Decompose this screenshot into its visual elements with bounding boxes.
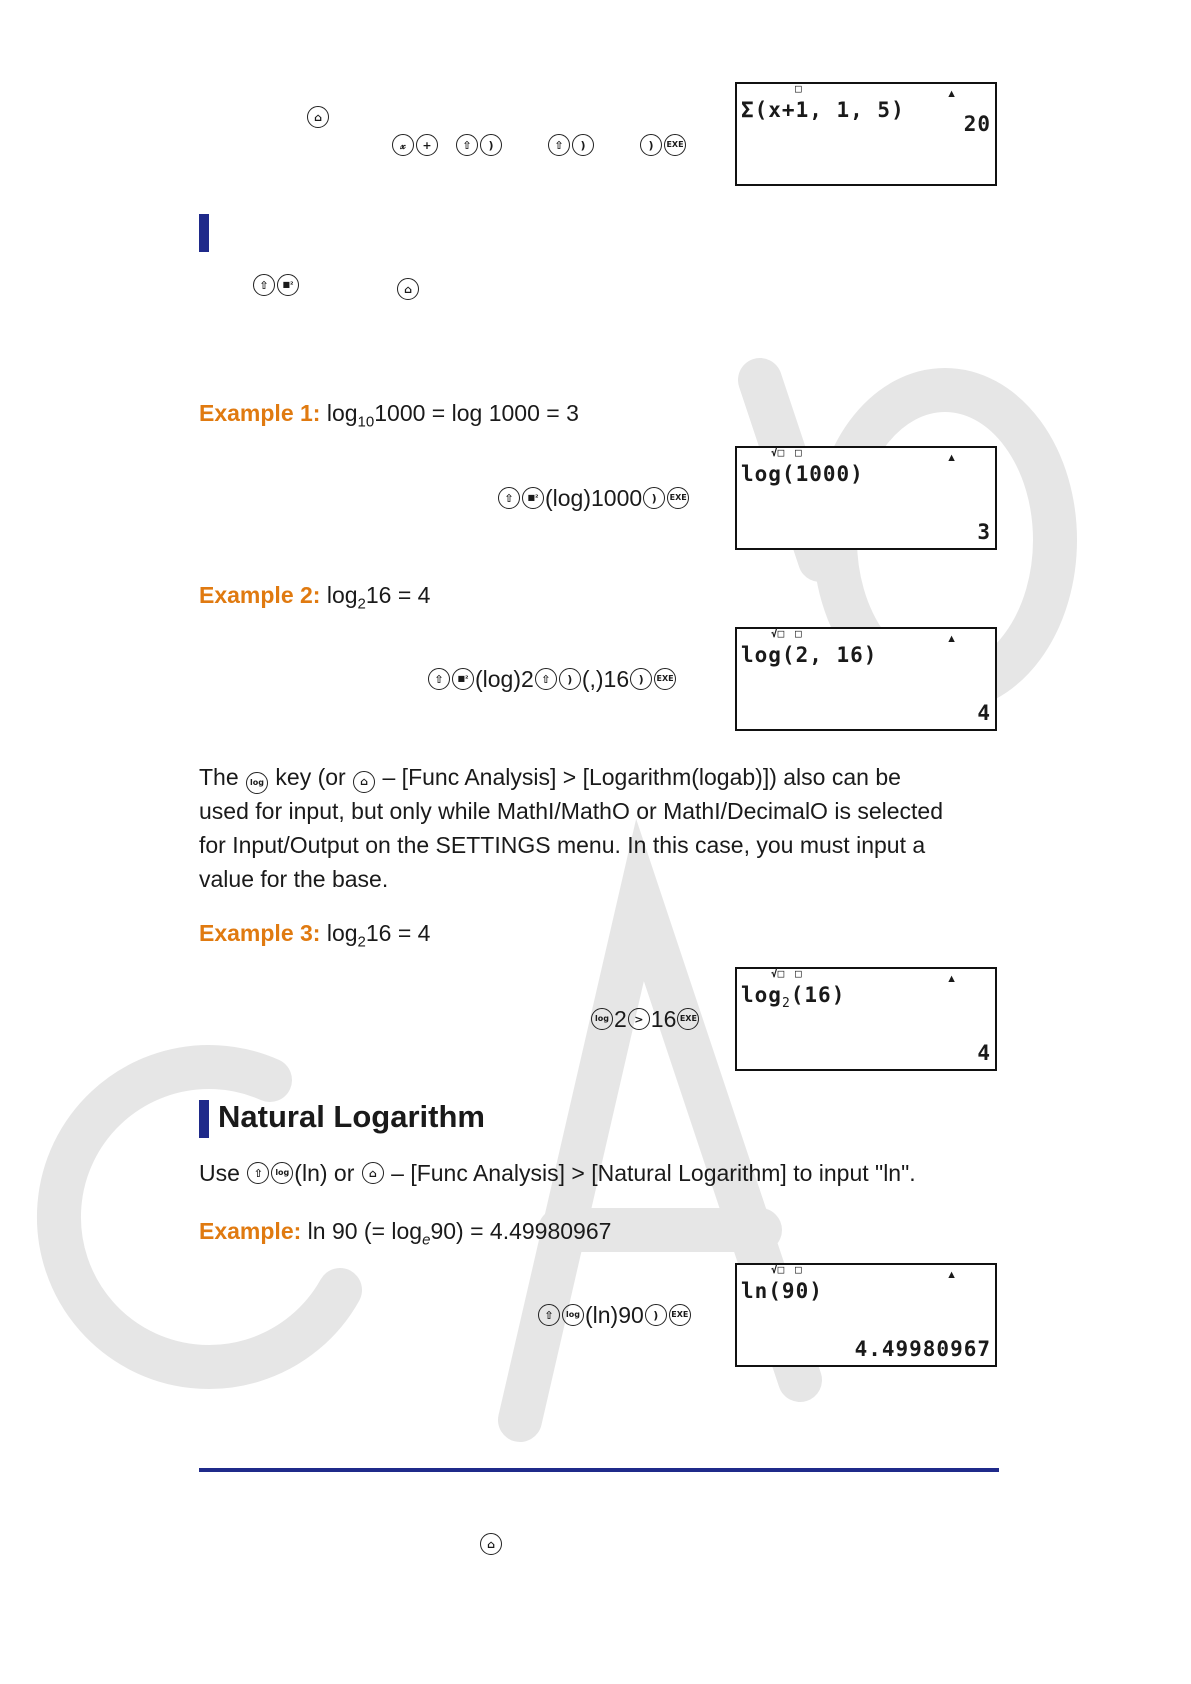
screen-result: 3 [977, 520, 991, 544]
right-paren-key-icon: ) [645, 1304, 667, 1326]
shift-key-icon: ⇧ [535, 668, 557, 690]
shift-key-icon: ⇧ [247, 1162, 269, 1184]
exe-key-icon: EXE [669, 1304, 691, 1326]
x-key-icon: 𝓍 [392, 134, 414, 156]
shift-key-icon: ⇧ [548, 134, 570, 156]
indicator-box: □ [795, 82, 802, 95]
screen-result: 4 [977, 1041, 991, 1065]
right-paren-key-icon: ) [559, 668, 581, 690]
right-paren-key-icon: ) [643, 487, 665, 509]
screen-result: 20 [963, 112, 991, 136]
example-1-line: Example 1: $\log_{10}1000 = \log 1000 = 3$ [199, 400, 579, 431]
natural-log-keys: ⇧ log (ln)90 ) EXE [537, 1300, 692, 1330]
square-key-icon: ■² [522, 487, 544, 509]
shift-key-icon: ⇧ [498, 487, 520, 509]
example-3-keys: log 2 > 16 EXE [590, 1004, 700, 1034]
screen-expression: log(2, 16) [741, 643, 878, 667]
log-key-sequence [252, 274, 300, 296]
logab-paragraph: The log key (or ⌂ – [Func Analysis] > [Logarithm(logab)]) also can be used for input, but only while MathI/MathO or MathI/DecimalO is selected for Input/Output on the SETTINGS menu. In this case, you must input a value for the base. [199, 764, 943, 892]
indicator-box: □ [795, 446, 802, 459]
square-key-icon: ■² [277, 274, 299, 296]
screen-result: 4 [977, 701, 991, 725]
section-title: Natural Logarithm [218, 1099, 485, 1134]
up-indicator: ▲ [946, 1269, 957, 1281]
exe-key-icon: EXE [664, 134, 686, 156]
indicator-sqrt: √□ [771, 446, 785, 459]
calculator-screen-5 [735, 1263, 997, 1367]
natural-log-instruction: Use ⇧ log (ln) or ⌂ – [Func Analysis] > [Natural Logarithm] to input "ln". [199, 1160, 916, 1186]
indicator-box: □ [795, 1263, 802, 1276]
exe-key-icon: EXE [654, 668, 676, 690]
section-bar [199, 1100, 209, 1138]
catalog-icon: ⌂ [397, 278, 419, 300]
calculator-screen-2 [735, 446, 997, 550]
shift-key-icon: ⇧ [428, 668, 450, 690]
exe-key-icon: EXE [667, 487, 689, 509]
catalog-icon: ⌂ [480, 1533, 502, 1555]
indicator-sqrt: √□ [771, 627, 785, 640]
logab-key-icon: log [562, 1304, 584, 1326]
right-paren-key-icon: ) [640, 134, 662, 156]
up-indicator: ▲ [946, 633, 957, 645]
section-bar [199, 214, 209, 252]
calculator-screen-3 [735, 627, 997, 731]
square-key-icon: ■² [452, 668, 474, 690]
calculator-screen-1 [735, 82, 997, 186]
screen-expression: ln(90) [741, 1279, 823, 1303]
logab-key-icon: log [591, 1008, 613, 1030]
catalog-icon: ⌂ [362, 1162, 384, 1184]
example-1-keys: ⇧ ■² (log)1000 ) EXE [497, 483, 690, 513]
right-paren-key-icon: ) [572, 134, 594, 156]
natural-log-example: Example: ln 90 (= $\log_e90) = 4.49980967$ [199, 1218, 612, 1249]
example-2-line: Example 2: $\log_216 = 4$ [199, 582, 431, 613]
screen-expression: Σ(x+1, 1, 5) [741, 98, 905, 122]
top-key-sequence [391, 134, 687, 156]
shift-key-icon: ⇧ [253, 274, 275, 296]
up-indicator: ▲ [946, 88, 957, 100]
section-divider [199, 1468, 999, 1472]
indicator-sqrt: √□ [771, 1263, 785, 1276]
screen-expression: log(1000) [741, 462, 864, 486]
logab-key-icon: log [246, 772, 268, 794]
exe-key-icon: EXE [677, 1008, 699, 1030]
indicator-box: □ [795, 967, 802, 980]
shift-key-icon: ⇧ [456, 134, 478, 156]
right-paren-key-icon: ) [480, 134, 502, 156]
example-3-line: Example 3: $\log_216 = 4$ [199, 920, 431, 951]
up-indicator: ▲ [946, 973, 957, 985]
right-paren-key-icon: ) [630, 668, 652, 690]
screen-result: 4.49980967 [854, 1337, 991, 1361]
calculator-screen-4 [735, 967, 997, 1071]
indicator-sqrt: √□ [771, 967, 785, 980]
up-indicator: ▲ [946, 452, 957, 464]
catalog-icon: ⌂ [307, 106, 329, 128]
logab-key-icon: log [271, 1162, 293, 1184]
right-arrow-key-icon: > [628, 1008, 650, 1030]
shift-key-icon: ⇧ [538, 1304, 560, 1326]
catalog-icon: ⌂ [353, 771, 375, 793]
plus-key-icon: + [416, 134, 438, 156]
example-2-keys: ⇧ ■² (log)2 ⇧ ) (,)16 ) EXE [427, 664, 677, 694]
screen-expression: $\log_2(16)$ [741, 983, 846, 1012]
indicator-box: □ [795, 627, 802, 640]
